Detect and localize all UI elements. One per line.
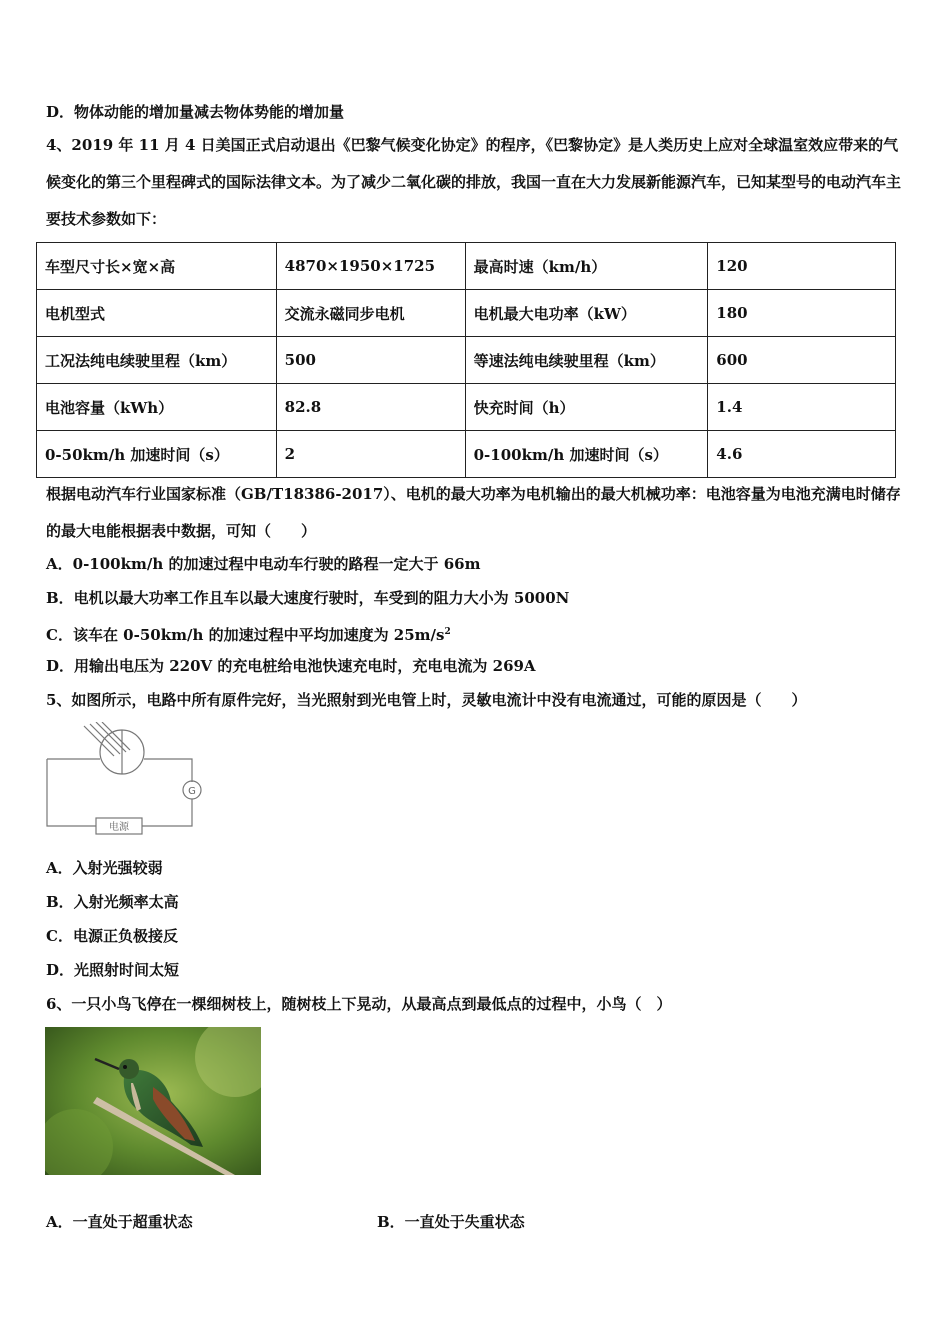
q4-option-c [46,622,451,645]
table-cell: 500 [276,337,465,384]
galvanometer-label: G [188,786,196,797]
q4-option-d: D．用输出电压为 220V 的充电桩给电池快速充电时，充电电流为 269A [46,657,536,675]
table-cell: 电池容量（kWh） [37,384,277,431]
table-cell: 180 [708,290,896,337]
table-cell: 工况法纯电续驶里程（km） [37,337,277,384]
table-cell: 快充时间（h） [465,384,708,431]
table-row [37,337,896,384]
spec-table [36,242,896,478]
hummingbird-photo [45,1027,261,1175]
table-row [37,431,896,478]
table-cell: 120 [708,243,896,290]
table-cell: 4.6 [708,431,896,478]
table-cell: 1.4 [708,384,896,431]
table-row [37,243,896,290]
table-cell: 电机最大电功率（kW） [465,290,708,337]
q4-option-a: A．0-100km/h 的加速过程中电动车行驶的路程一定大于 66m [46,555,481,573]
q6-stem: 6、一只小鸟飞停在一棵细树枝上，随树枝上下晃动，从最高点到最低点的过程中，小鸟（ ） [46,995,672,1013]
power-source-label: 电源 [109,822,129,833]
q4-option-b: B．电机以最大功率工作且车以最大速度行驶时，车受到的阻力大小为 5000N [46,589,570,607]
table-cell: 600 [708,337,896,384]
table-cell: 电机型式 [37,290,277,337]
table-cell: 最高时速（km/h） [465,243,708,290]
table-cell: 0-100km/h 加速时间（s） [465,431,708,478]
q5-option-b: B．入射光频率太高 [46,893,179,911]
q5-option-d: D．光照射时间太短 [46,961,180,979]
q6-option-a: A．一直处于超重状态 [46,1213,193,1231]
table-cell: 车型尺寸长×宽×高 [37,243,277,290]
table-cell: 4870×1950×1725 [276,243,465,290]
q5-option-a: A．入射光强较弱 [46,859,163,877]
q5-option-c: C．电源正负极接反 [46,927,178,945]
q4-stem: 4、2019 年 11 月 4 日美国正式启动退出《巴黎气候变化协定》的程序，《巴黎协定》是人类历史上应对全球温室效应带来的气候变化的第三个里程碑式的国际法律文本。为了减少二氧化碳的排放，我国一直在大力发展新能源汽车，已知某型号的电动汽车主要技术参数如下： [46,136,902,228]
q4-option-c-exponent: 2 [444,627,451,637]
table-cell: 82.8 [276,384,465,431]
photoelectric-circuit-figure [44,722,208,838]
table-cell: 0-50km/h 加速时间（s） [37,431,277,478]
table-cell: 交流永磁同步电机 [276,290,465,337]
q5-stem: 5、如图所示，电路中所有原件完好，当光照射到光电管上时，灵敏电流计中没有电流通过，可能的原因是（ ） [46,691,807,709]
table-cell: 等速法纯电续驶里程（km） [465,337,708,384]
table-row [37,290,896,337]
q6-option-b: B．一直处于失重状态 [377,1213,525,1231]
table-cell: 2 [276,431,465,478]
table-row [37,384,896,431]
q4-after-table: 根据电动汽车行业国家标准（GB/T18386-2017）、电机的最大功率为电机输出的最大机械功率：电池容量为电池充满电时储存的最大电能根据表中数据，可知（ ） [46,485,901,540]
q4-option-c-text: C．该车在 0-50km/h 的加速过程中平均加速度为 25m/s [46,626,445,644]
q3-option-d: D．物体动能的增加量减去物体势能的增加量 [46,103,345,121]
